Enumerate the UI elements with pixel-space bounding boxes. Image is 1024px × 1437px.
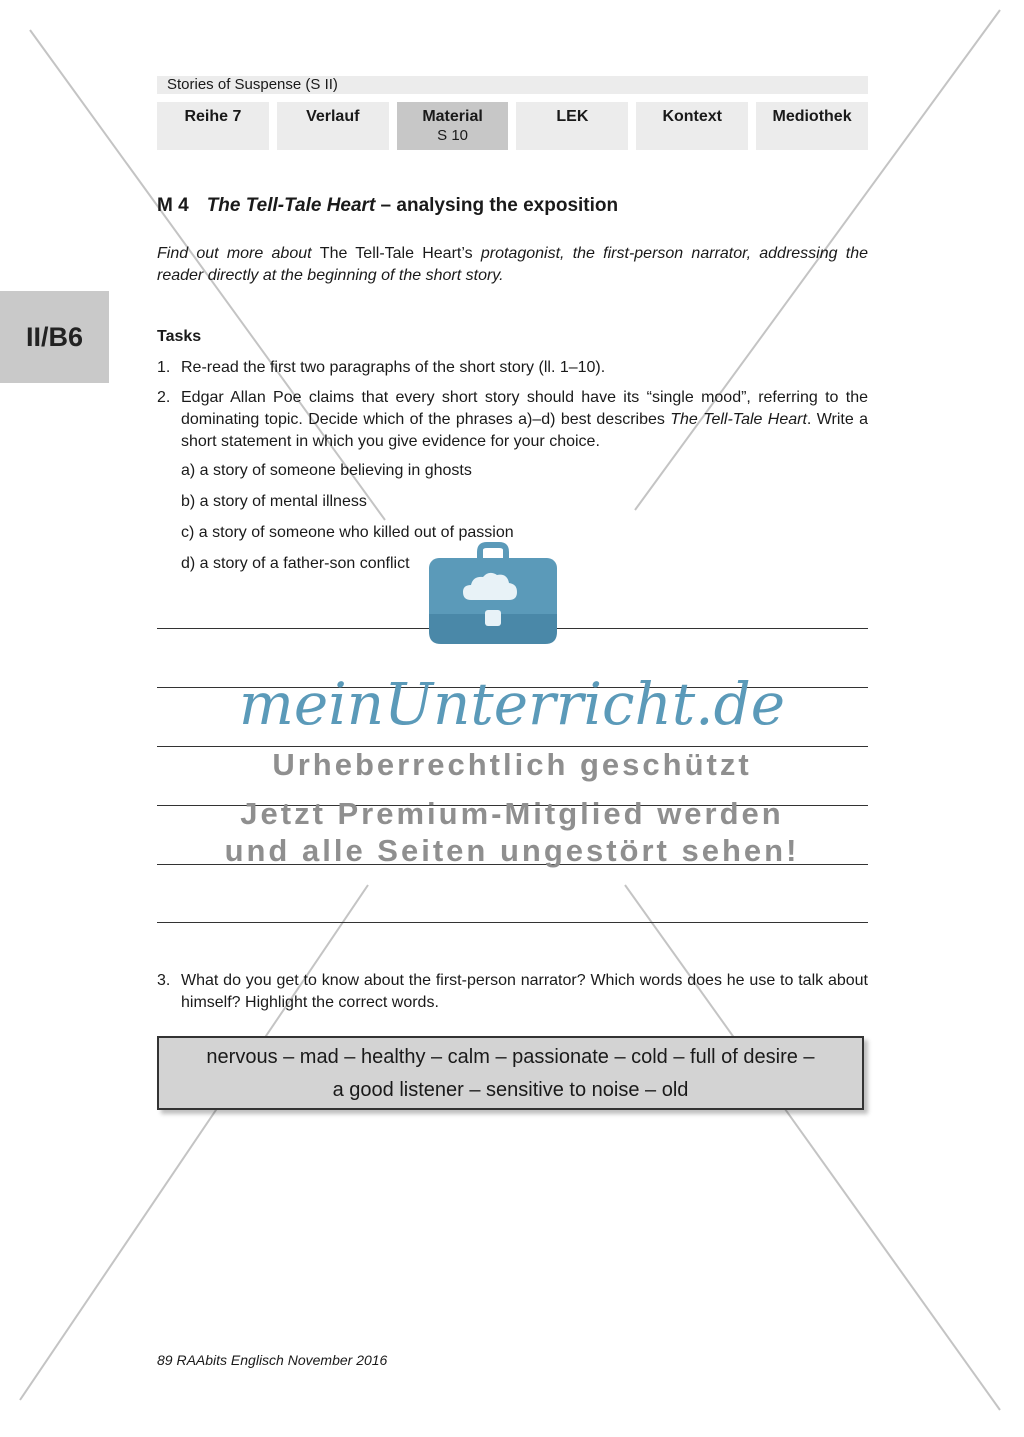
section-side-label: II/B6 <box>0 291 109 383</box>
answer-line[interactable] <box>157 922 868 923</box>
footer-citation: 89 RAAbits Englisch November 2016 <box>157 1352 388 1368</box>
material-title-rest: – analysing the exposition <box>375 195 619 216</box>
watermark-brand: meinUnterricht.de <box>238 670 786 738</box>
watermark-line-3: und alle Seiten ungestört sehen! <box>224 833 800 868</box>
briefcase-logo-icon <box>425 540 561 650</box>
word-list-line-2[interactable]: a good listener – sensitive to noise – old <box>332 1079 689 1101</box>
tab-mediothek[interactable]: Mediothek <box>756 102 868 150</box>
tab-lek[interactable]: LEK <box>516 102 628 150</box>
tab-kontext[interactable]: Kontext <box>636 102 748 150</box>
option-a: a) a story of someone believing in ghosts <box>181 462 472 479</box>
option-d: d) a story of a father-son conflict <box>181 555 410 572</box>
task-1: 1. Re-read the first two paragraphs of the short story (ll. 1–10). <box>157 359 606 376</box>
tab-verlauf[interactable]: Verlauf <box>277 102 389 150</box>
tab-material[interactable]: Material S 10 <box>397 102 509 150</box>
tasks-label: Tasks <box>157 328 202 345</box>
word-choice-box <box>157 1036 864 1110</box>
material-number: M 4 <box>157 195 189 216</box>
series-title-bar <box>157 76 868 94</box>
watermark-line-2: Jetzt Premium-Mitglied werden <box>240 796 784 831</box>
material-heading <box>157 195 868 217</box>
tab-reihe[interactable]: Reihe 7 <box>157 102 269 150</box>
intro-text: Find out more about The Tell-Tale Heart’s protagonist, the first-person narrator, addressing the reader directly at the beginning of the short story. <box>157 245 869 284</box>
header-nav <box>157 102 868 150</box>
option-c: c) a story of someone who killed out of passion <box>181 524 514 541</box>
option-b: b) a story of mental illness <box>181 493 367 510</box>
material-title-italic: The Tell-Tale Heart <box>206 195 376 216</box>
task-2: 2. Edgar Allan Poe claims that every short story should have its “single mood”, referring to the dominating topic. Decide which of the phrases a)–d) best describes The Tell-Tale Heart. Write a short statement in which you give evidence for your choice. <box>157 389 868 450</box>
tab-material-page: S 10 <box>437 127 468 144</box>
series-title: Stories of Suspense (S II) <box>167 76 338 93</box>
task-3: 3. What do you get to know about the first-person narrator? Which words does he use to talk about himself? Highlight the correct words. <box>157 972 868 1011</box>
watermark-line-1: Urheberrechtlich geschützt <box>272 747 752 782</box>
word-list-line-1[interactable]: nervous – mad – healthy – calm – passionate – cold – full of desire – <box>206 1046 815 1068</box>
